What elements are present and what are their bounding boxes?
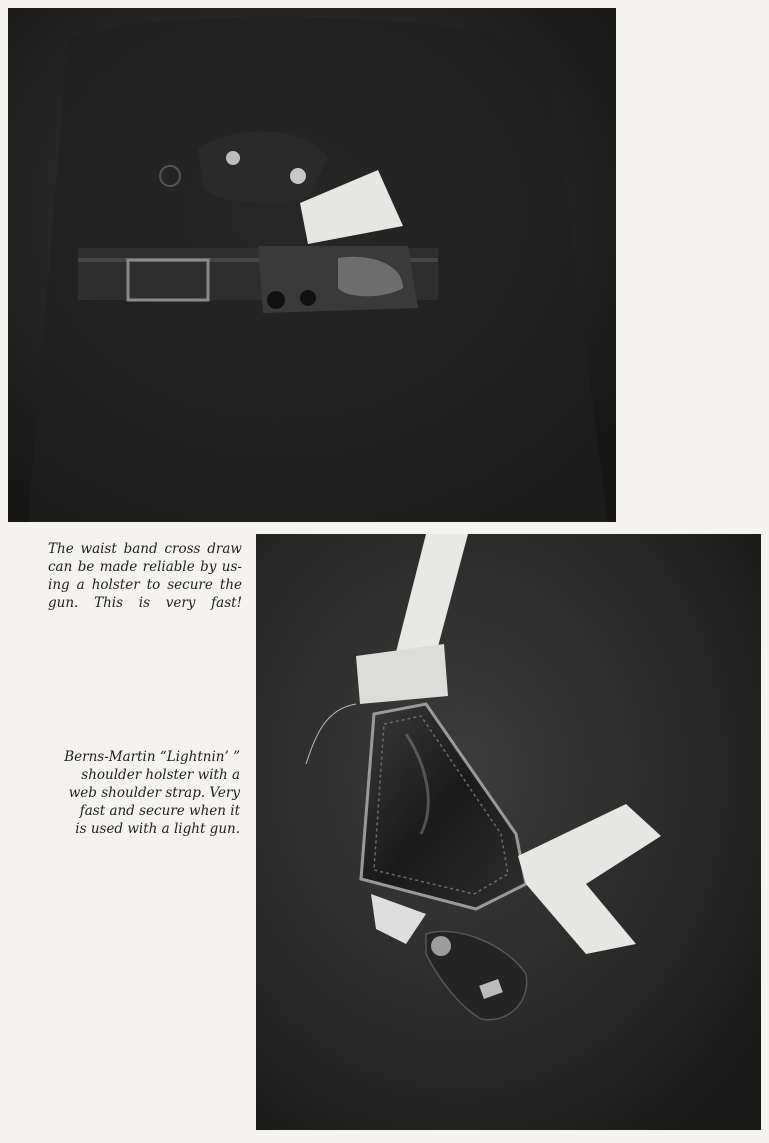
photo-shoulder-holster-image: [256, 534, 761, 1130]
caption-line: ing a holster to secure the: [48, 577, 242, 593]
caption-line: Berns-Martin “Lightnin’ ”: [64, 749, 240, 765]
caption-line: can be made reliable by us-: [48, 559, 242, 575]
caption-line: is used with a light gun.: [75, 821, 240, 837]
caption-shoulder-holster: [48, 748, 240, 838]
photo-waist-band-cross-draw: [8, 8, 616, 522]
caption-line: fast and secure when it: [79, 803, 240, 819]
caption-line: The waist band cross draw: [48, 541, 242, 557]
caption-line: shoulder holster with a: [81, 767, 240, 783]
caption-waist-band-cross-draw: [48, 540, 242, 612]
photo-waist-band-image: [8, 8, 616, 522]
caption-line: gun. This is very fast!: [48, 595, 242, 611]
caption-line: web shoulder strap. Very: [68, 785, 240, 801]
photo-shoulder-holster: [256, 534, 761, 1130]
